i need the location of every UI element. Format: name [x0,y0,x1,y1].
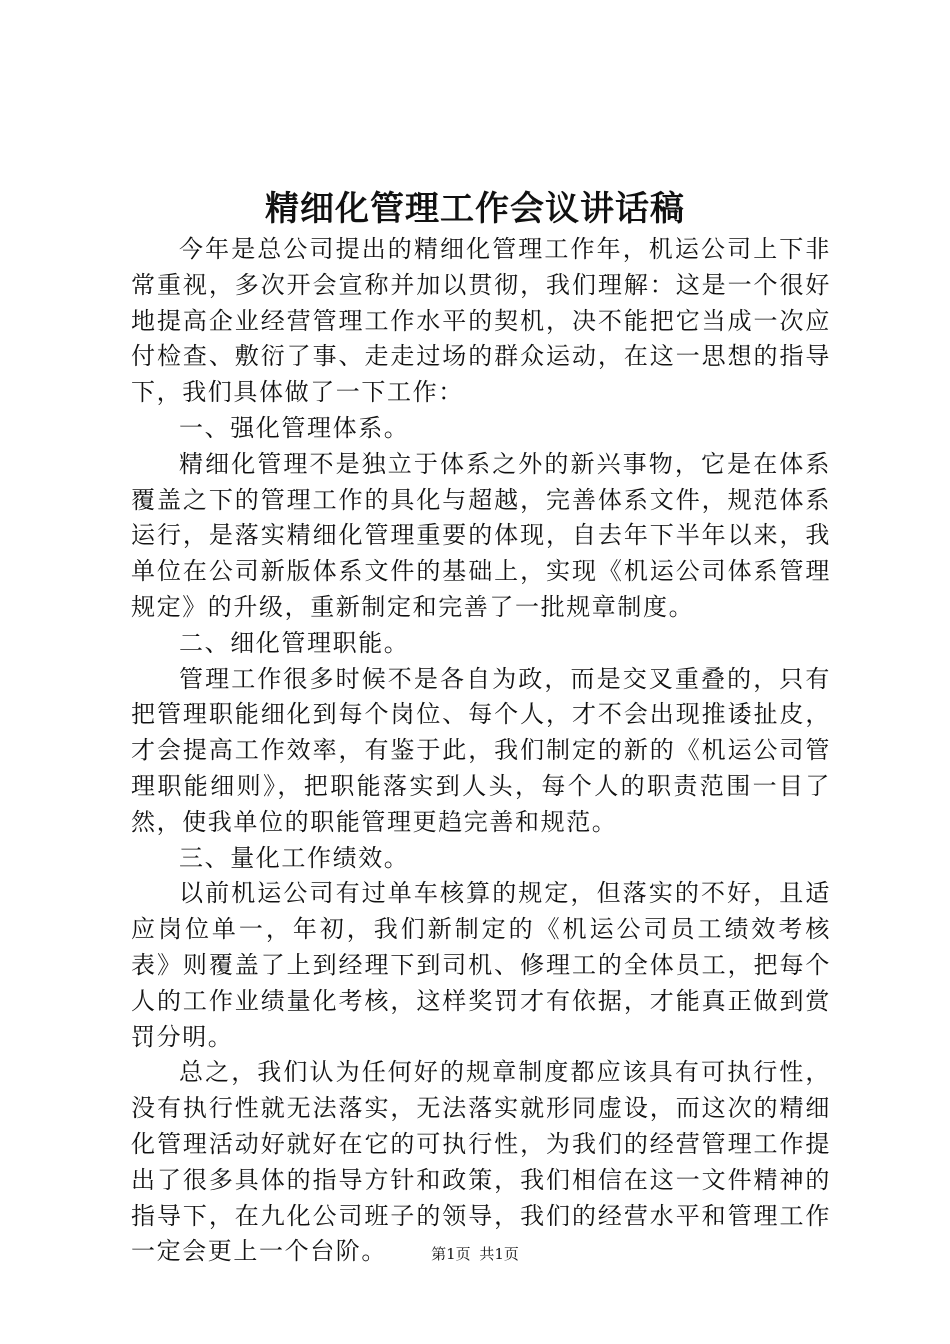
intro-paragraph: 今年是总公司提出的精细化管理工作年，机运公司上下非常重视，多次开会宣称并加以贯彻，我们理解：这是一个很好地提高企业经营管理工作水平的契机，决不能把它当成一次应付检查、敷衍了事、走走过场的群众运动，在这一思想的指导下，我们具体做了一下工作： [131,235,831,407]
document-body [131,232,831,1270]
page-footer [0,1244,950,1264]
section-heading-2: 二、细化管理职能。 [179,628,410,657]
section-paragraph-1: 精细化管理不是独立于体系之外的新兴事物，它是在体系覆盖之下的管理工作的具化与超越，完善体系文件，规范体系运行，是落实精细化管理重要的体现，自去年下半年以来，我单位在公司新版体系文件的基础上，实现《机运公司体系管理规定》的升级，重新制定和完善了一批规章制度。 [131,449,831,621]
document-title: 精细化管理工作会议讲话稿 [265,189,685,229]
page-number: 第1页 [431,1245,471,1263]
page-total: 共1页 [479,1245,519,1263]
conclusion-paragraph: 总之，我们认为任何好的规章制度都应该具有可执行性，没有执行性就无法落实，无法落实就形同虚设，而这次的精细化管理活动好就好在它的可执行性，为我们的经营管理工作提出了很多具体的指导方针和政策，我们相信在这一文件精神的指导下，在九化公司班子的领导，我们的经营水平和管理工作一定会更上一个台阶。 [131,1058,831,1266]
section-paragraph-2: 管理工作很多时候不是各自为政，而是交叉重叠的，只有把管理职能细化到每个岗位、每个人，才不会出现推诿扯皮，才会提高工作效率，有鉴于此，我们制定的新的《机运公司管理职能细则》，把职能落实到人头，每个人的职责范围一目了然，使我单位的职能管理更趋完善和规范。 [131,664,831,836]
section-heading-3: 三、量化工作绩效。 [179,843,410,872]
section-paragraph-3: 以前机运公司有过单车核算的规定，但落实的不好，且适应岗位单一，年初，我们新制定的《机运公司员工绩效考核表》则覆盖了上到经理下到司机、修理工的全体员工，把每个人的工作业绩量化考核，这样奖罚才有依据，才能真正做到赏罚分明。 [131,879,831,1051]
section-heading-1: 一、强化管理体系。 [179,413,410,442]
